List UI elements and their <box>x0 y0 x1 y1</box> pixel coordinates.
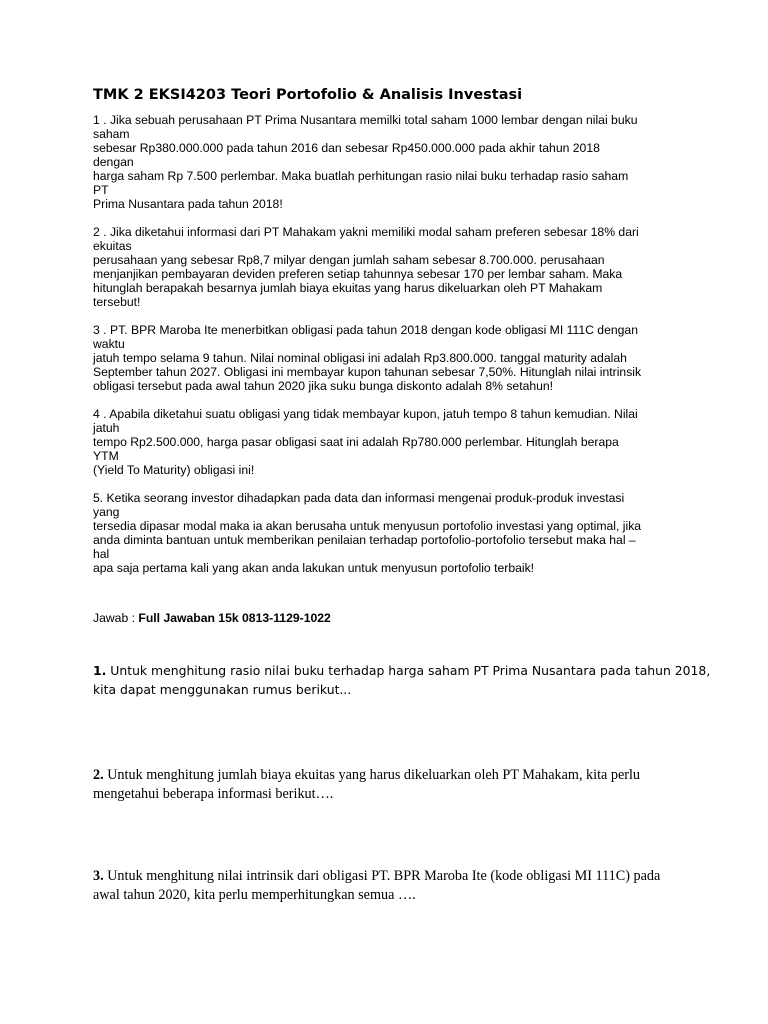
answer-line <box>93 661 711 680</box>
question-text: Ketika seorang investor dihadapkan pada data dan informasi mengenai produk-produk investasi <box>103 491 625 505</box>
answer-text: Untuk menghitung jumlah biaya ekuitas yang harus dikeluarkan oleh PT Mahakam, kita perlu <box>103 767 641 783</box>
question-line: sebesar Rp380.000.000 pada tahun 2016 dan sebesar Rp450.000.000 pada akhir tahun 2018 <box>93 141 600 155</box>
question-number: 5. <box>93 491 104 505</box>
answer-line: kita dapat menggunakan rumus berikut... <box>93 682 352 697</box>
question-line: PT <box>93 183 109 197</box>
answer-2 <box>93 766 688 804</box>
question-text: Apabila diketahui suatu obligasi yang tidak membayar kupon, jatuh tempo 8 tahun kemudian. Nilai <box>109 407 638 421</box>
question-line: YTM <box>93 449 119 463</box>
answer-1 <box>93 661 711 699</box>
question-line: yang <box>93 505 120 519</box>
question-line: menjanjikan pembayaran deviden preferen setiap tahunnya sebesar 170 per lembar saham. Maka <box>93 267 623 281</box>
answer-number: 1. <box>93 663 107 678</box>
question-line <box>93 491 688 505</box>
answer-line <box>93 766 688 785</box>
answer-text: Untuk menghitung nilai intrinsik dari obligasi PT. BPR Maroba Ite (kode obligasi MI 111C) pada <box>103 868 661 884</box>
question-line: jatuh <box>93 421 120 435</box>
answer-label: Jawab : <box>93 611 139 625</box>
question-number: 1 . <box>93 113 107 127</box>
question-3 <box>93 323 688 393</box>
question-line <box>93 323 688 337</box>
question-number: 4 . <box>93 407 107 421</box>
question-4 <box>93 407 688 477</box>
question-text: PT. BPR Maroba Ite menerbitkan obligasi pada tahun 2018 dengan kode obligasi MI 111C dengan <box>109 323 638 337</box>
question-line: hitunglah berapakah besarnya jumlah biaya ekuitas yang harus dikeluarkan oleh PT Mahakam <box>93 281 603 295</box>
question-line <box>93 407 688 421</box>
question-line: Prima Nusantara pada tahun 2018! <box>93 197 283 211</box>
question-line: saham <box>93 127 130 141</box>
answer-number: 2. <box>93 767 104 783</box>
question-line: tempo Rp2.500.000, harga pasar obligasi saat ini adalah Rp780.000 perlembar. Hitunglah berapa <box>93 435 619 449</box>
question-line: apa saja pertama kali yang akan anda lakukan untuk menyusun portofolio terbaik! <box>93 561 535 575</box>
question-line: harga saham Rp 7.500 perlembar. Maka buatlah perhitungan rasio nilai buku terhadap rasio saham <box>93 169 629 183</box>
question-text: Jika diketahui informasi dari PT Mahakam yakni memiliki modal saham preferen sebesar 18% dari <box>109 225 639 239</box>
question-line: (Yield To Maturity) obligasi ini! <box>93 463 255 477</box>
document-title: TMK 2 EKSI4203 Teori Portofolio & Analisis Investasi <box>93 87 523 103</box>
answer-line: mengetahui beberapa informasi berikut…. <box>93 786 334 802</box>
question-line: dengan <box>93 155 134 169</box>
answer-number: 3. <box>93 868 104 884</box>
question-line: ekuitas <box>93 239 132 253</box>
question-line <box>93 225 688 239</box>
question-number: 2 . <box>93 225 107 239</box>
question-line: tersedia dipasar modal maka ia akan berusaha untuk menyusun portofolio investasi yang optimal, jika <box>93 519 642 533</box>
question-line: hal <box>93 547 110 561</box>
answer-header <box>93 611 688 625</box>
answer-line <box>93 867 688 886</box>
question-number: 3 . <box>93 323 107 337</box>
question-line: waktu <box>93 337 125 351</box>
answer-line: awal tahun 2020, kita perlu memperhitungkan semua …. <box>93 887 416 903</box>
question-text: Jika sebuah perusahaan PT Prima Nusantara memilki total saham 1000 lembar dengan nilai buku <box>109 113 638 127</box>
document-page <box>93 86 711 905</box>
question-line: anda diminta bantuan untuk memberikan penilaian terhadap portofolio-portofolio tersebut maka hal – <box>93 533 636 547</box>
question-line <box>93 113 688 127</box>
question-2 <box>93 225 688 309</box>
answer-text: Untuk menghitung rasio nilai buku terhadap harga saham PT Prima Nusantara pada tahun 2018, <box>106 663 711 678</box>
question-5 <box>93 491 688 575</box>
question-line: September tahun 2027. Obligasi ini membayar kupon tahunan sebesar 7,50%. Hitunglah nilai intrinsik <box>93 365 642 379</box>
question-line: jatuh tempo selama 9 tahun. Nilai nominal obligasi ini adalah Rp3.800.000. tanggal maturity adalah <box>93 351 627 365</box>
question-1 <box>93 113 688 211</box>
question-line: obligasi tersebut pada awal tahun 2020 jika suku bunga diskonto adalah 8% setahun! <box>93 379 554 393</box>
question-line: tersebut! <box>93 295 141 309</box>
question-line: perusahaan yang sebesar Rp8,7 milyar dengan jumlah saham sebesar 8.700.000. perusahaan <box>93 253 605 267</box>
answer-3 <box>93 867 688 905</box>
answer-contact: Full Jawaban 15k 0813-1129-1022 <box>138 611 331 625</box>
